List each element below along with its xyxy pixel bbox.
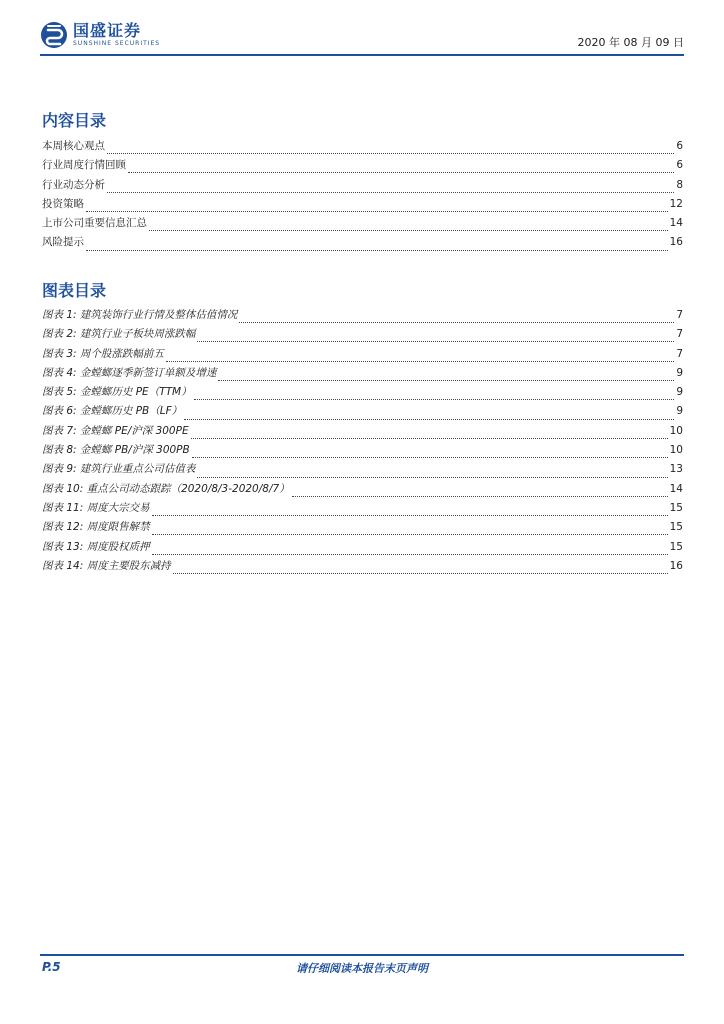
toc-entry-label: 图表 4: 金螳螂逐季新签订单额及增速 xyxy=(42,366,217,379)
toc-entry[interactable] xyxy=(42,558,683,577)
figures-list xyxy=(42,307,683,577)
toc-entry-page: 16 xyxy=(669,236,683,249)
toc-entry[interactable] xyxy=(42,423,683,442)
toc-entry-label: 图表 6: 金螳螂历史 PB（LF） xyxy=(42,405,183,418)
toc-entry[interactable] xyxy=(42,461,683,480)
toc-entry-label: 图表 8: 金螳螂 PB/沪深 300PB xyxy=(42,444,190,457)
dot-leader xyxy=(107,145,674,154)
toc-entry-label: 图表 1: 建筑装饰行业行情及整体估值情况 xyxy=(42,309,238,321)
toc-entry-page: 7 xyxy=(676,347,683,360)
toc-entry-page: 12 xyxy=(669,197,683,210)
toc-entry-page: 9 xyxy=(676,386,683,399)
logo-icon xyxy=(40,21,68,49)
dot-leader xyxy=(191,430,668,439)
toc-entry-label: 图表 5: 金螳螂历史 PE（TTM） xyxy=(42,386,192,399)
dot-leader xyxy=(152,526,668,535)
toc-entry[interactable] xyxy=(42,157,683,176)
toc-entry-page: 15 xyxy=(669,540,683,553)
toc-entry-label: 图表 3: 周个股涨跌幅前五 xyxy=(42,347,164,360)
toc-entry-label: 图表 11: 周度大宗交易 xyxy=(42,501,150,514)
toc-entry-label: 行业周度行情回顾 xyxy=(42,159,126,172)
toc-entry-label: 图表 10: 重点公司动态跟踪（2020/8/3-2020/8/7） xyxy=(42,482,290,495)
toc-entry-page: 7 xyxy=(676,309,683,321)
toc-entry[interactable] xyxy=(42,196,683,215)
toc-entry[interactable] xyxy=(42,500,683,519)
dot-leader xyxy=(107,184,674,193)
toc-entry-page: 7 xyxy=(676,328,683,341)
toc-entry-label: 图表 14: 周度主要股东减持 xyxy=(42,559,171,572)
dot-leader xyxy=(239,314,674,323)
toc-entry-page: 15 xyxy=(669,501,683,514)
toc-entry-label: 图表 13: 周度股权质押 xyxy=(42,540,150,553)
dot-leader xyxy=(152,546,668,555)
page-footer xyxy=(40,954,684,978)
dot-leader xyxy=(173,565,668,574)
logo-english-name: SUNSHINE SECURITIES xyxy=(73,40,161,47)
toc-entry-page: 16 xyxy=(669,559,683,572)
dot-leader xyxy=(149,222,668,231)
toc-entry-page: 15 xyxy=(669,521,683,534)
toc-entry-label: 上市公司重要信息汇总 xyxy=(42,217,147,230)
dot-leader xyxy=(166,353,674,362)
toc-entry[interactable] xyxy=(42,138,683,157)
toc-entry-page: 13 xyxy=(669,463,683,476)
contents-title: 内容目录 xyxy=(42,111,107,130)
toc-entry-page: 14 xyxy=(669,482,683,495)
disclaimer-text: 请仔细阅读本报告末页声明 xyxy=(296,962,428,975)
toc-entry-label: 行业动态分析 xyxy=(42,178,105,191)
page-header xyxy=(40,18,684,56)
figures-title: 图表目录 xyxy=(42,281,107,300)
dot-leader xyxy=(128,164,674,173)
dot-leader xyxy=(197,469,667,478)
toc-entry-label: 图表 12: 周度限售解禁 xyxy=(42,521,150,534)
toc-entry[interactable] xyxy=(42,234,683,253)
toc-entry[interactable] xyxy=(42,215,683,234)
toc-entry-page: 10 xyxy=(669,444,683,457)
toc-entry[interactable] xyxy=(42,403,683,422)
dot-leader xyxy=(194,391,675,400)
toc-entry-label: 投资策略 xyxy=(42,197,84,210)
contents-list xyxy=(42,138,683,254)
toc-entry[interactable] xyxy=(42,442,683,461)
toc-entry-page: 9 xyxy=(676,366,683,379)
dot-leader xyxy=(86,242,668,251)
toc-entry-page: 10 xyxy=(669,424,683,437)
toc-entry-page: 8 xyxy=(676,178,683,191)
toc-entry[interactable] xyxy=(42,481,683,500)
toc-entry[interactable] xyxy=(42,384,683,403)
company-logo xyxy=(40,18,160,52)
toc-entry-label: 图表 7: 金螳螂 PE/沪深 300PE xyxy=(42,424,189,437)
toc-entry-label: 风险提示 xyxy=(42,236,84,249)
page-number: P.5 xyxy=(42,960,61,974)
dot-leader xyxy=(218,372,674,381)
dot-leader xyxy=(152,507,668,516)
toc-entry-label: 图表 9: 建筑行业重点公司估值表 xyxy=(42,463,196,476)
toc-entry-label: 图表 2: 建筑行业子板块周涨跌幅 xyxy=(42,328,196,341)
dot-leader xyxy=(192,449,668,458)
toc-entry-page: 14 xyxy=(669,217,683,230)
toc-entry[interactable] xyxy=(42,365,683,384)
toc-entry-page: 9 xyxy=(676,405,683,418)
toc-entry[interactable] xyxy=(42,539,683,558)
toc-entry[interactable] xyxy=(42,326,683,345)
toc-entry[interactable] xyxy=(42,307,683,326)
dot-leader xyxy=(292,488,668,497)
logo-chinese-name: 国盛证券 xyxy=(73,21,142,40)
dot-leader xyxy=(197,333,674,342)
toc-entry[interactable] xyxy=(42,346,683,365)
toc-entry-page: 6 xyxy=(676,140,683,152)
report-date: 2020 年 08 月 09 日 xyxy=(577,36,684,49)
dot-leader xyxy=(184,411,674,420)
toc-entry-page: 6 xyxy=(676,159,683,172)
dot-leader xyxy=(86,203,668,212)
toc-entry[interactable] xyxy=(42,177,683,196)
toc-entry[interactable] xyxy=(42,519,683,538)
toc-entry-label: 本周核心观点 xyxy=(42,140,105,152)
